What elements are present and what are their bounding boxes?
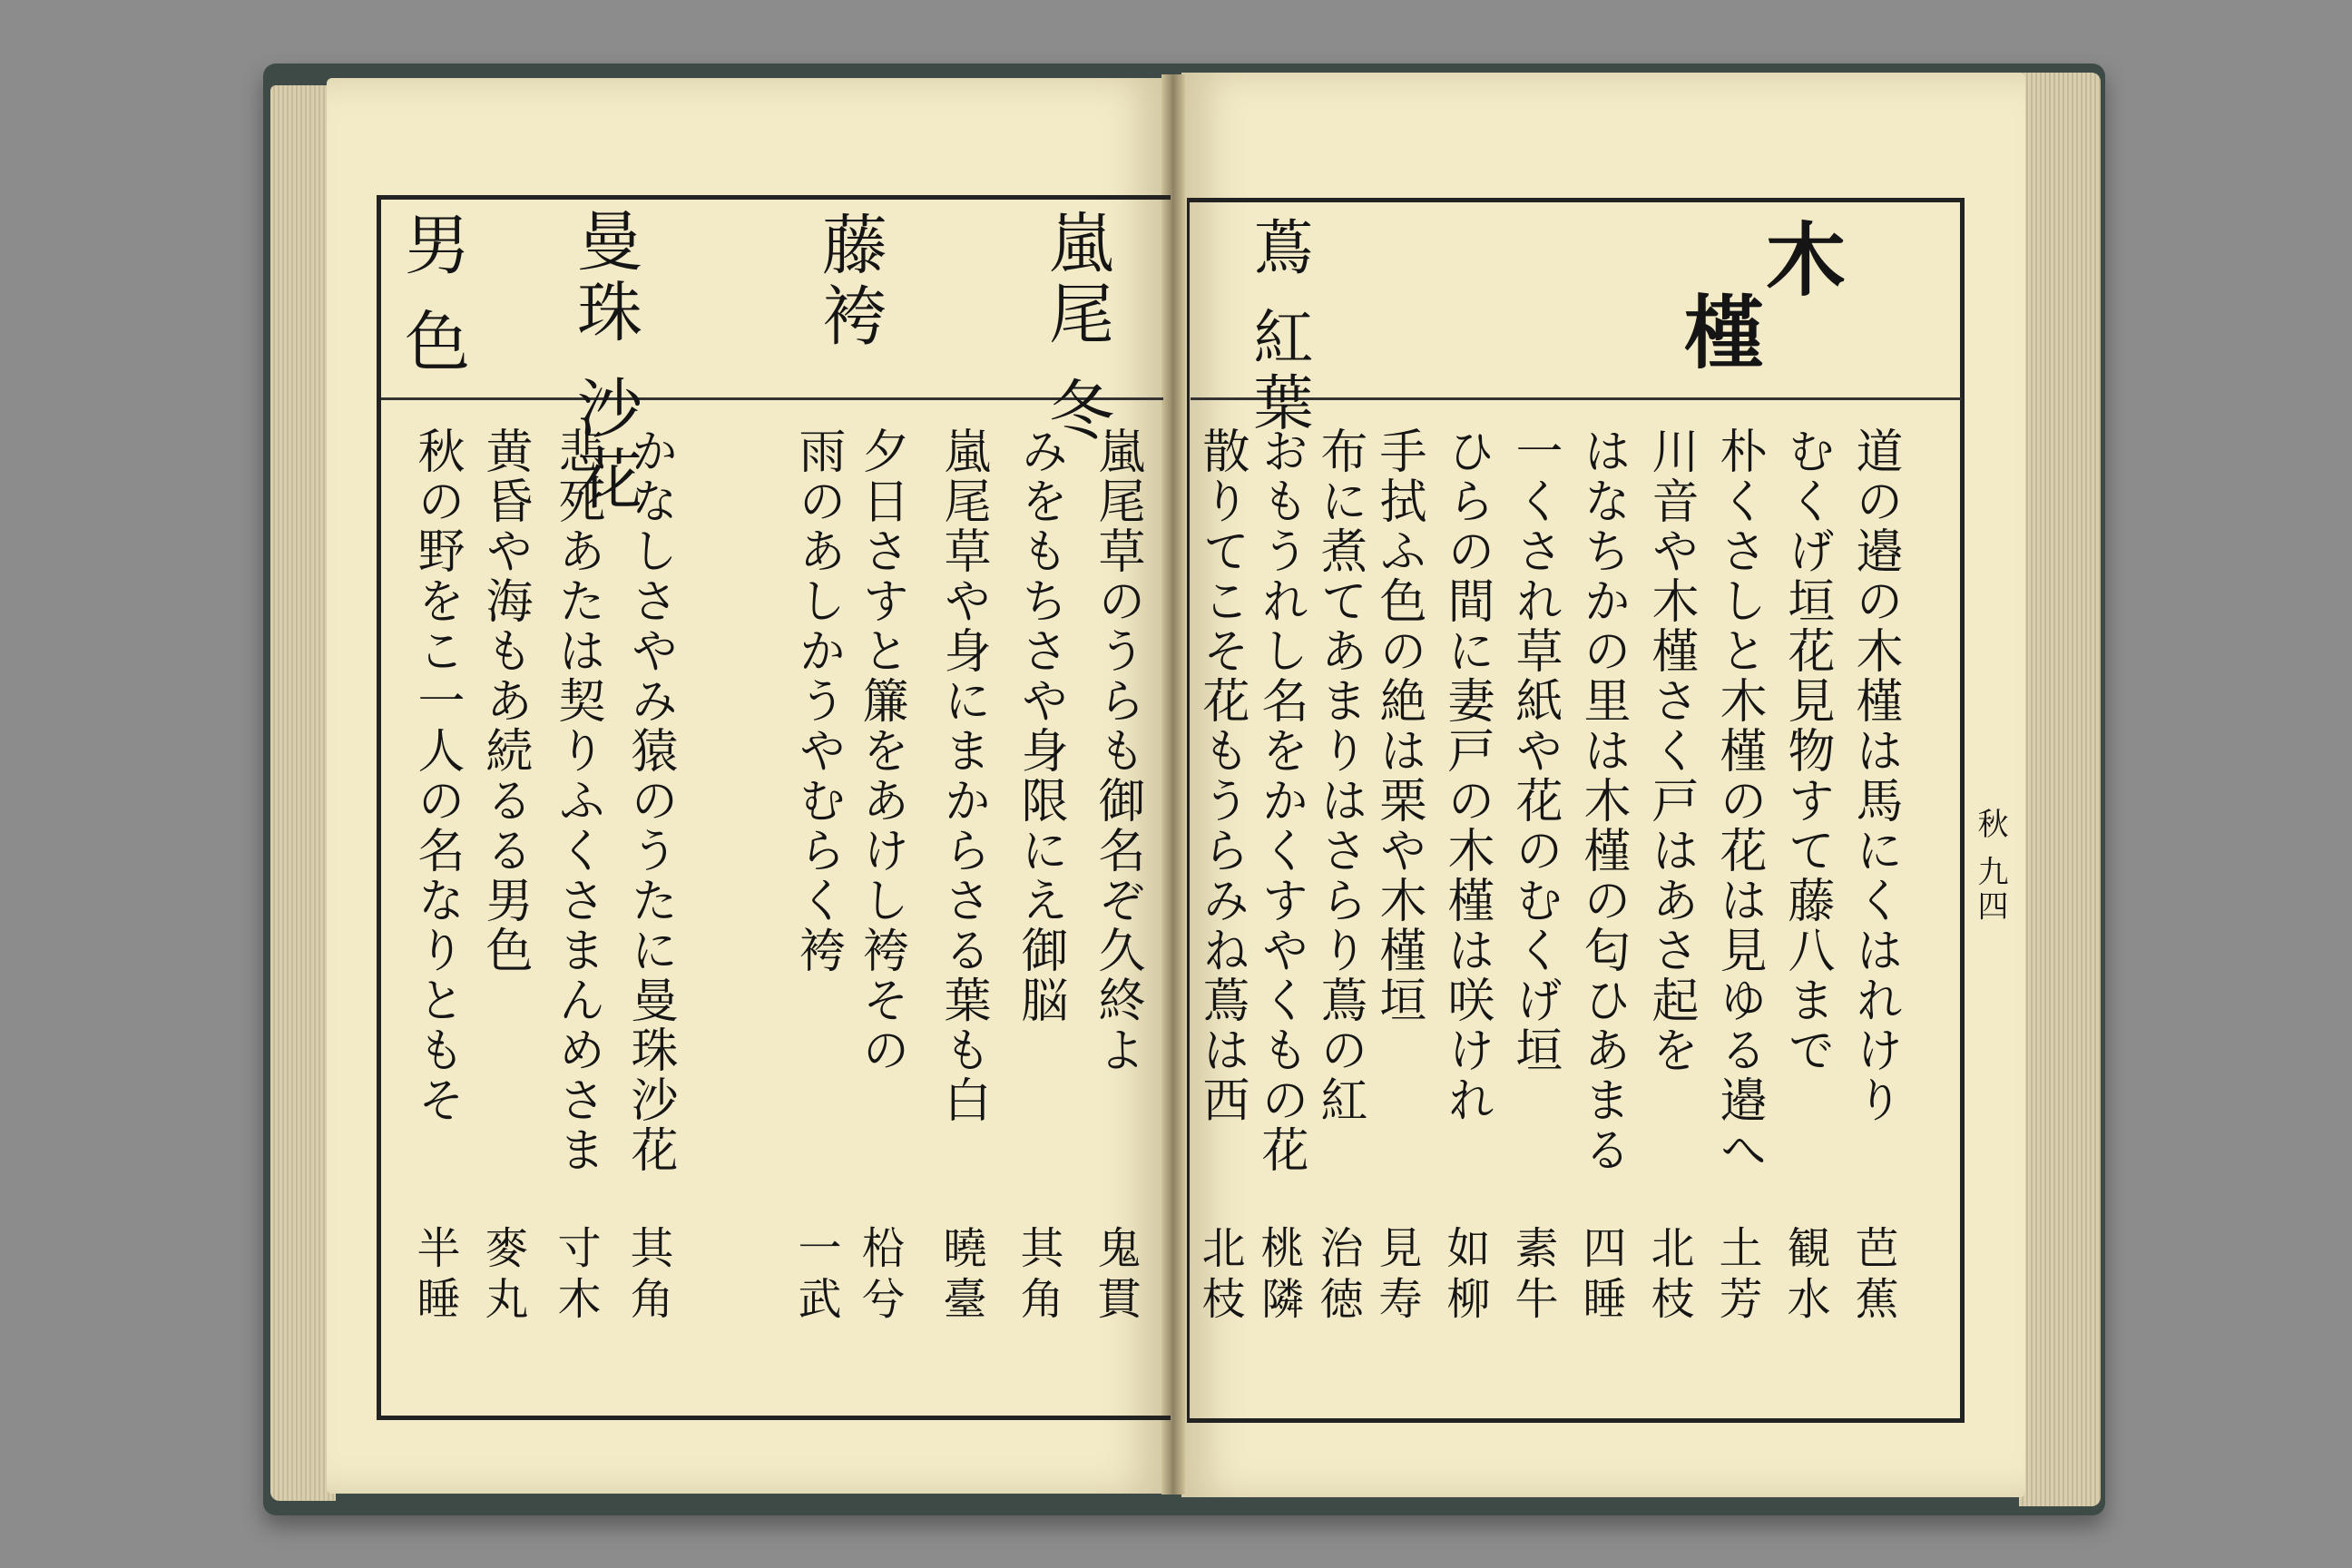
verse-r3: 朴くさしと木槿の花は見ゆる邉へ [1711,426,1766,1175]
author-r8: 見寿 [1371,1225,1422,1327]
author-l5: 一武 [790,1225,841,1327]
heading-manjushage: 曼珠 沙花 [566,207,642,516]
author-r1: 芭蕉 [1847,1225,1898,1327]
verse-l2: みをもちさや身限にえ御脳 [1013,426,1067,1025]
heading-fujibakama: 藤袴 [811,211,887,352]
verse-r7: ひらの間に妻戸の木槿は咲けれ [1439,426,1494,1125]
verse-r9: 布に煮てあまりはさらり蔦の紅 [1312,426,1367,1125]
title-ki: 木 [1753,218,1847,307]
author-r10: 桃隣 [1253,1225,1304,1327]
author-l9: 半睡 [409,1225,460,1327]
verse-l1: 嵐尾草のうらも御名ぞ久終よ [1090,426,1144,1075]
verse-l8: 黄昏や海もあ続るる男色 [477,426,532,975]
author-r6: 素牛 [1507,1225,1558,1327]
verse-l4: 夕日さすと簾をあけし袴その [854,426,908,1075]
author-l3: 曉臺 [936,1225,986,1327]
verse-l9: 秋の野をこ一人の名なりともそ [409,426,464,1125]
author-l7: 寸木 [550,1225,601,1327]
verse-r8: 手拭ふ色の絶は栗や木槿垣 [1371,426,1426,1025]
verse-l5: 雨のあしかうやむらく袴 [790,426,845,975]
heading-nanshoku: 男 色 [394,211,470,378]
verse-r2: むくげ垣花見物すて藤八まで [1779,426,1834,1075]
author-l2: 其角 [1013,1225,1063,1327]
page-edges-right [2019,73,2101,1506]
author-l1: 鬼貫 [1090,1225,1141,1327]
verse-r10: おもうれし名をかくすやくもの花 [1253,426,1308,1175]
author-r9: 治徳 [1312,1225,1363,1327]
verse-r1: 道の邉の木槿は馬にくはれけり [1847,426,1902,1125]
verse-r11: 散りてこそ花もうらみね蔦は西 [1194,426,1249,1125]
verse-l3: 嵐尾草や身にまからさる葉も白 [936,426,990,1125]
author-r2: 観水 [1779,1225,1830,1327]
page-margin-label: 秋 九四 [1972,808,2008,925]
verse-l7: 悲死あたは契りふくさまんめさま [550,426,604,1175]
verse-r6: 一くされ草紙や花のむくげ垣 [1507,426,1562,1075]
author-l4: 柗兮 [854,1225,905,1327]
title-mukuge: 槿 [1671,290,1766,379]
heading-kaya: 嵐尾 冬 [1038,209,1114,447]
author-r11: 北枝 [1194,1225,1245,1327]
author-l6: 其角 [622,1225,673,1327]
author-r3: 土芳 [1711,1225,1762,1327]
verse-l6: かなしさやみ猿のうたに曼珠沙花 [622,426,677,1175]
author-l8: 麥丸 [477,1225,528,1327]
author-r7: 如柳 [1439,1225,1490,1327]
subtitle-tsuta: 蔦 紅葉 [1243,216,1313,436]
author-r5: 四睡 [1575,1225,1626,1327]
verse-r5: はなちかの里は木槿の匂ひあまる [1575,426,1630,1175]
verse-r4: 川音や木槿さく戸はあさ起を [1643,426,1698,1075]
author-r4: 北枝 [1643,1225,1694,1327]
